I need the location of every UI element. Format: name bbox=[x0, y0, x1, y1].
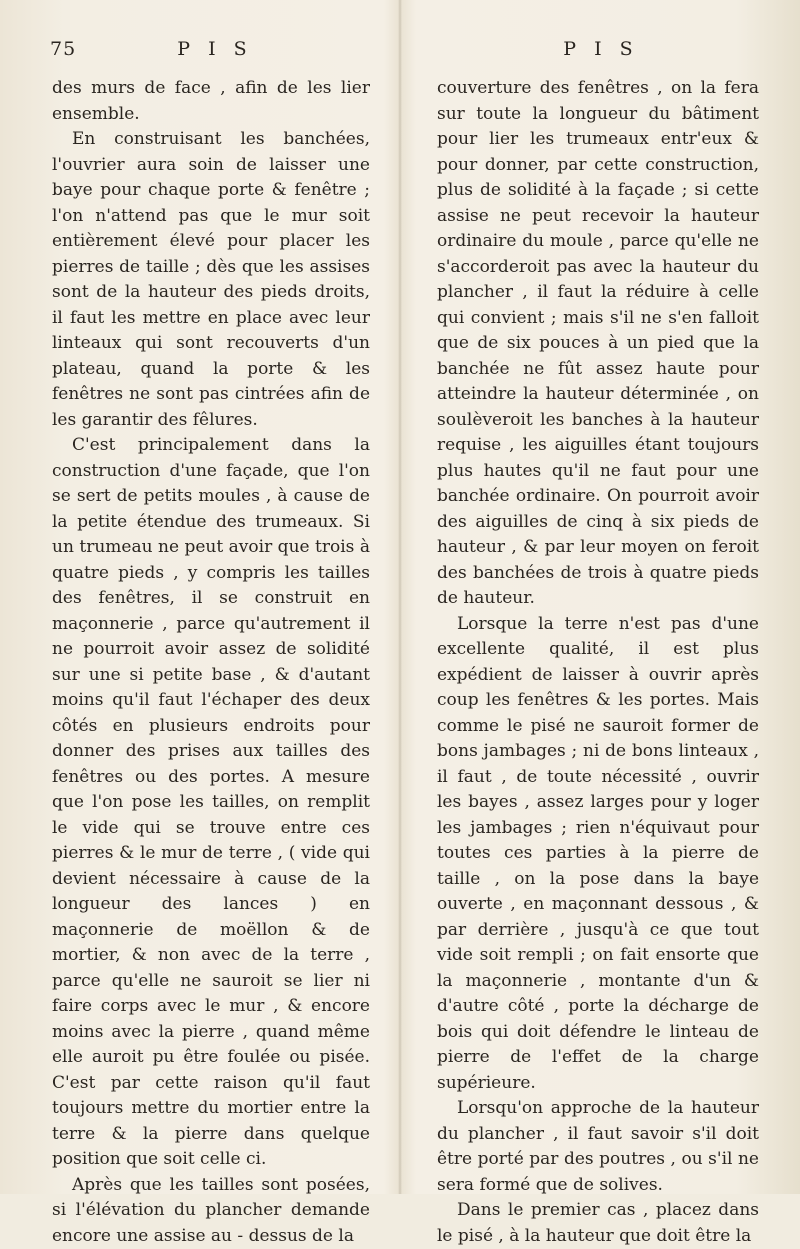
paragraph: Lorsque la terre n'est pas d'une excellente qualité, il est plus expédient de laisser à ouvrir après coup les fenêtres & les portes. Mais comme le pisé ne sauroit former de bons jambages ; ni de bons linteaux , il faut , de toute nécessité , ouvrir les bayes , assez larges pour y loger les jambages ; rien n'équivaut pour toutes ces parties à la pierre de taille , on la pose dans la baye ouverte , en maçonnant dessous , & par derrière , jusqu'à ce que tout vide soit rempli ; on fait ensorte que la maçonnerie , montante d'un & d'autre côté , porte la décharge de bois qui doit défendre le linteau de pierre de l'effet de la charge supérieure. bbox=[437, 612, 759, 1097]
paragraph: C'est principalement dans la construction d'une façade, que l'on se sert de petits moules , à cause de la petite étendue des trumeaux. Si un trumeau ne peut avoir que trois à quatre pieds , y compris les tailles des fenêtres, il se construit en maçonnerie , parce qu'autrement il ne pourroit avoir assez de solidité sur une si petite base , & d'autant moins qu'il faut l'échaper des deux côtés en plusieurs endroits pour donner des prises aux tailles des fenêtres ou des portes. A mesure que l'on pose les tailles, on remplit le vide qui se trouve entre ces pierres & le mur de terre , ( vide qui devient nécessaire à cause de la longueur des lances ) en maçonnerie de moëllon & de mortier, & non avec de la terre , parce qu'elle ne sauroit se lier ni faire corps avec le mur , & encore moins avec la pierre , quand même elle auroit pu être foulée ou pisée. C'est par cette raison qu'il faut toujours mettre du mortier entre la terre & la pierre dans quelque position que soit celle ci. bbox=[52, 433, 370, 1173]
paragraph: des murs de face , afin de les lier ensemble. bbox=[52, 76, 370, 127]
paragraph: Dans le premier cas , placez dans le pisé , à la hauteur que doit être la bbox=[437, 1198, 759, 1249]
left-page-header bbox=[50, 38, 380, 70]
paragraph: Lorsqu'on approche de la hauteur du plancher , il faut savoir s'il doit être porté par des poutres , ou s'il ne sera formé que de solives. bbox=[437, 1096, 759, 1198]
left-page-text bbox=[52, 76, 370, 1249]
running-head-right: P I S bbox=[436, 38, 766, 60]
right-page-text bbox=[437, 76, 759, 1249]
paragraph: En construisant les banchées, l'ouvrier aura soin de laisser une baye pour chaque porte & fenêtre ; l'on n'attend pas que le mur soit entièrement élevé pour placer les pierres de taille ; dès que les assises sont de la hauteur des pieds droits, il faut les mettre en place avec leur linteaux qui sont recouverts d'un plateau, quand la porte & les fenêtres ne sont pas cintrées afin de les garantir des fêlures. bbox=[52, 127, 370, 433]
paragraph: Après que les tailles sont posées, si l'élévation du plancher demande encore une assise au - dessus de la bbox=[52, 1173, 370, 1249]
running-head-left: P I S bbox=[50, 38, 380, 60]
page-gutter bbox=[398, 0, 402, 1194]
paragraph: couverture des fenêtres , on la fera sur toute la longueur du bâtiment pour lier les trumeaux entr'eux & pour donner, par cette construction, plus de solidité à la façade ; si cette assise ne peut recevoir la hauteur ordinaire du moule , parce qu'elle ne s'accorderoit pas avec la hauteur du plancher , il faut la réduire à celle qui convient ; mais s'il ne s'en falloit que de six pouces à un pied que la banchée ne fût assez haute pour atteindre la hauteur déterminée , on soulèveroit les banches à la hauteur requise , les aiguilles étant toujours plus hautes qu'il ne faut pour une banchée ordinaire. On pourroit avoir des aiguilles de cinq à six pieds de hauteur , & par leur moyen on feroit des banchées de trois à quatre pieds de hauteur. bbox=[437, 76, 759, 612]
right-page-header bbox=[436, 38, 766, 70]
page-number: 75 bbox=[50, 38, 76, 60]
